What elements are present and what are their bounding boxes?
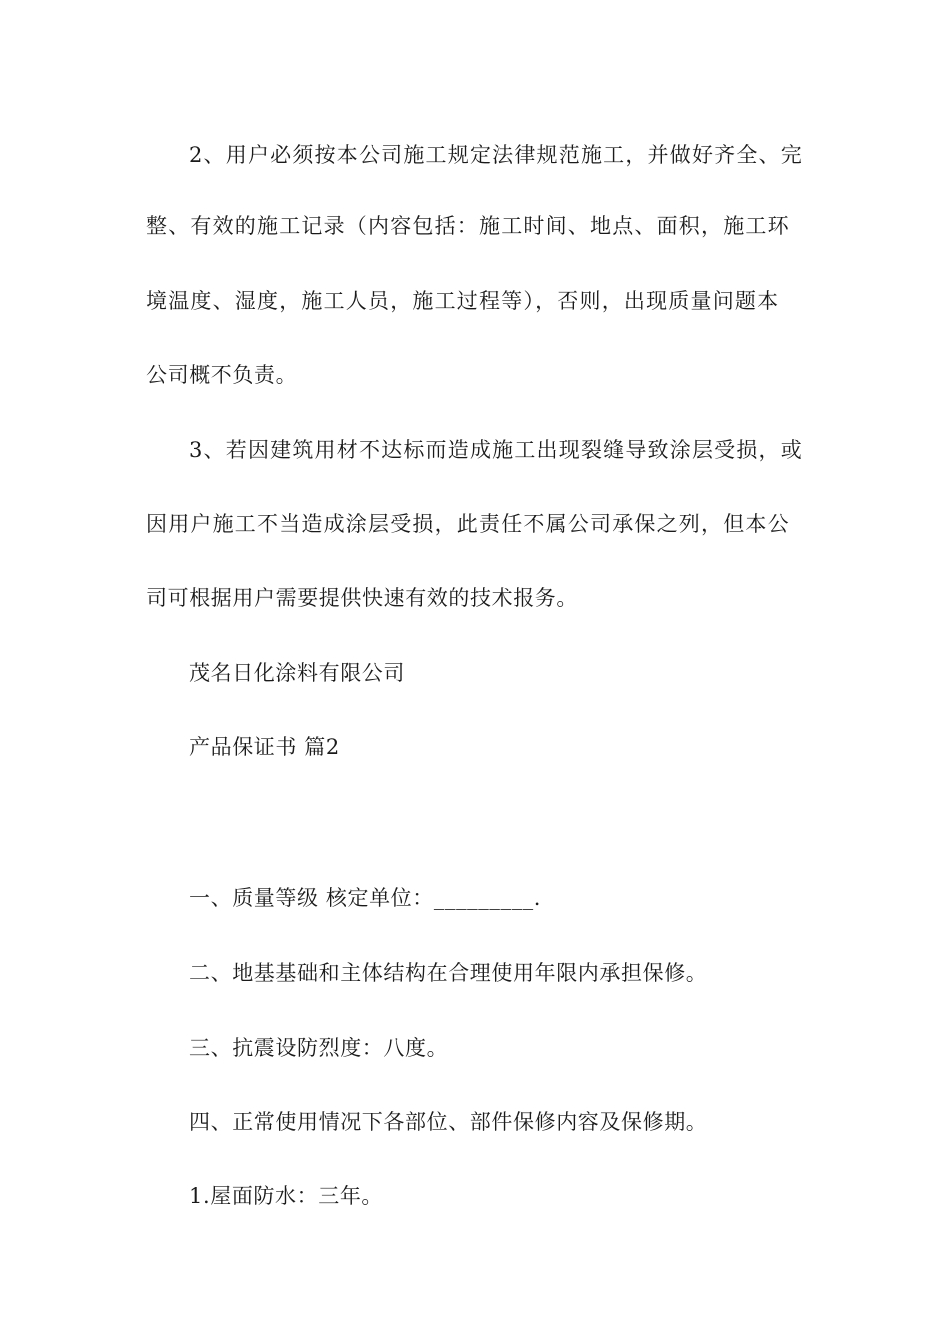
paragraph-3-line-2: 因用户施工不当造成涂层受损，此责任不属公司承保之列，但本公 (146, 512, 790, 536)
section-title: 产品保证书 篇2 (189, 735, 340, 759)
company-name: 茂名日化涂料有限公司 (189, 661, 405, 685)
item-warranty-scope: 四、正常使用情况下各部位、部件保修内容及保修期。 (189, 1110, 708, 1134)
paragraph-3-line-3: 司可根据用户需要提供快速有效的技术报务。 (146, 586, 578, 610)
paragraph-3-line-1: 3、若因建筑用材不达标而造成施工出现裂缝导致涂层受损，或 (189, 438, 803, 462)
paragraph-2-line-4: 公司概不负责。 (146, 363, 298, 387)
item-roof-waterproofing: 1.屋面防水：三年。 (189, 1184, 384, 1208)
item-quality-grade: 一、质量等级 核定单位：_________. (189, 886, 542, 910)
item-seismic-intensity: 三、抗震设防烈度：八度。 (189, 1036, 449, 1060)
paragraph-2-line-3: 境温度、湿度，施工人员，施工过程等），否则，出现质量问题本 (146, 289, 780, 313)
paragraph-2-line-2: 整、有效的施工记录（内容包括：施工时间、地点、面积，施工环 (146, 214, 790, 238)
item-foundation-structure: 二、地基基础和主体结构在合理使用年限内承担保修。 (189, 961, 708, 985)
paragraph-2-line-1: 2、用户必须按本公司施工规定法律规范施工，并做好齐全、完 (189, 143, 803, 167)
